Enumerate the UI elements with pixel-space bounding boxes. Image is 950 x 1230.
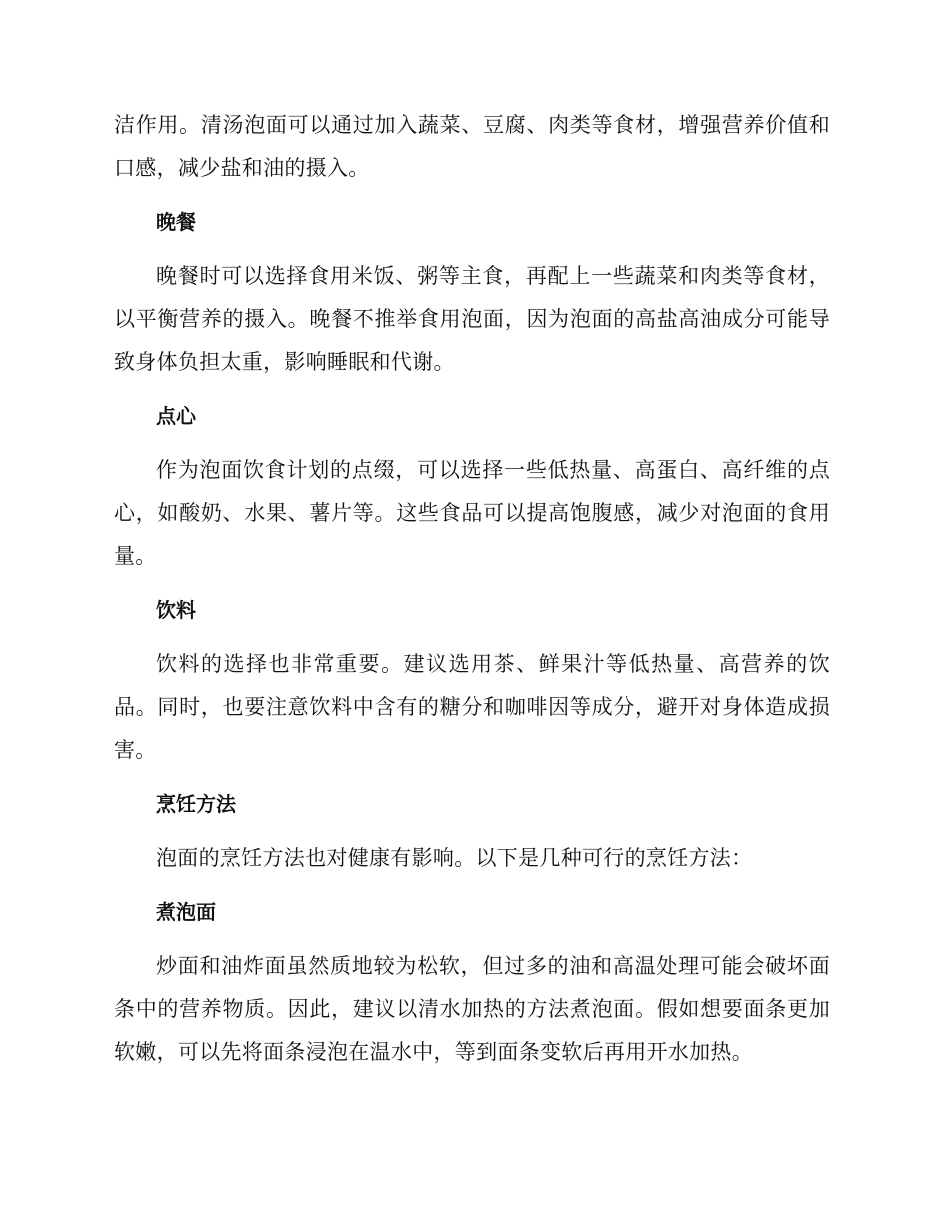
document-page xyxy=(114,104,830,1074)
paragraph-boiled-noodles: 炒面和油炸面虽然质地较为松软，但过多的油和高温处理可能会破坏面条中的营养物质。因此，建议以清水加热的方法煮泡面。假如想要面条更加软嫩，可以先将面条浸泡在温水中，等到面条变软后再用开水加热。 xyxy=(114,954,830,1064)
heading-cooking-methods: 烹饪方法 xyxy=(156,792,236,816)
heading-snack: 点心 xyxy=(156,404,196,428)
paragraph-continued: 洁作用。清汤泡面可以通过加入蔬菜、豆腐、肉类等食材，增强营养价值和口感，减少盐和油的摄入。 xyxy=(114,113,830,180)
paragraph-cooking-methods: 泡面的烹饪方法也对健康有影响。以下是几种可行的烹饪方法： xyxy=(156,846,753,870)
paragraph-dinner: 晚餐时可以选择食用米饭、粥等主食，再配上一些蔬菜和肉类等食材，以平衡营养的摄入。晚餐不推举食用泡面，因为泡面的高盐高油成分可能导致身体负担太重，影响睡眠和代谢。 xyxy=(114,264,830,374)
paragraph-drinks: 饮料的选择也非常重要。建议选用茶、鲜果汁等低热量、高营养的饮品。同时，也要注意饮料中含有的糖分和咖啡因等成分，避开对身体造成损害。 xyxy=(114,652,830,762)
heading-drinks: 饮料 xyxy=(156,598,196,622)
heading-dinner: 晚餐 xyxy=(156,210,196,234)
paragraph-snack: 作为泡面饮食计划的点缀，可以选择一些低热量、高蛋白、高纤维的点心，如酸奶、水果、薯片等。这些食品可以提高饱腹感，减少对泡面的食用量。 xyxy=(114,458,830,568)
heading-boiled-noodles: 煮泡面 xyxy=(156,900,216,924)
